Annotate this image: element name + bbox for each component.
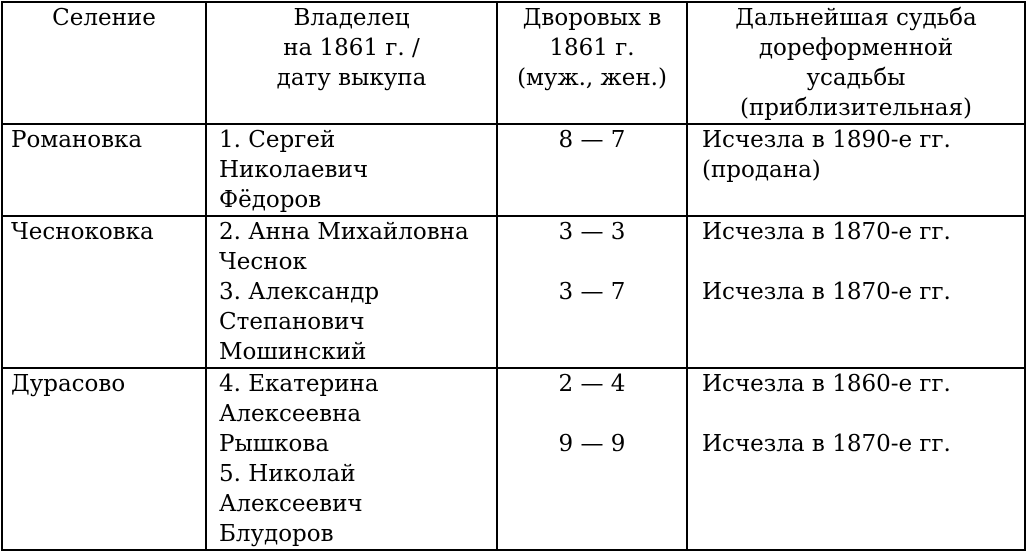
fate-line: Исчезла в 1860-е гг. — [702, 371, 951, 397]
owner-line: Фёдоров — [219, 187, 322, 213]
serfs-cell — [497, 216, 687, 368]
fate-line: Исчезла в 1870-е гг. — [702, 431, 951, 457]
owner-line: Мошинский — [219, 339, 367, 365]
owner-line: 4. Екатерина — [219, 371, 379, 397]
header-serfs-line: Дворовых в — [522, 5, 662, 31]
fate-cell — [687, 368, 1025, 550]
estates-table — [1, 1, 1026, 551]
serfs-cell — [497, 124, 687, 216]
header-fate-line: (приблизительная) — [739, 95, 972, 121]
header-row — [2, 2, 1025, 124]
serfs-count: 2 — 4 — [558, 371, 626, 397]
owner-line: 1. Сергей — [219, 127, 336, 153]
owner-line: Блудоров — [219, 521, 334, 547]
serfs-count: 8 — 7 — [558, 127, 626, 153]
serfs-cell — [497, 368, 687, 550]
owner-line: 3. Александр — [219, 279, 380, 305]
header-owner-line: Владелец — [293, 5, 410, 31]
serfs-count: 3 — 3 — [558, 219, 626, 245]
owner-cell — [206, 124, 497, 216]
fate-line: Исчезла в 1870-е гг. — [702, 219, 951, 245]
header-village: Селение — [2, 2, 206, 124]
village-cell: Дурасово — [2, 368, 206, 550]
owner-line: Рышкова — [219, 431, 330, 457]
owner-line: Степанович — [219, 309, 365, 335]
village-cell: Чесноковка — [2, 216, 206, 368]
header-fate-line: дореформенной — [758, 35, 954, 61]
owner-line: 2. Анна Михайловна — [219, 219, 469, 245]
owner-line: Алексеевич — [219, 491, 363, 517]
fate-cell — [687, 124, 1025, 216]
header-fate-line: Дальнейшая судьба — [735, 5, 977, 31]
header-serfs-line: (муж., жен.) — [517, 65, 667, 91]
fate-line: Исчезла в 1870-е гг. — [702, 279, 951, 305]
owner-line: Николаевич — [219, 157, 369, 183]
table-row — [2, 124, 1025, 216]
header-owner-line: на 1861 г. / — [283, 35, 420, 61]
header-owner — [206, 2, 497, 124]
header-serfs-line: 1861 г. — [549, 35, 635, 61]
header-fate — [687, 2, 1025, 124]
serfs-count: 3 — 7 — [558, 279, 626, 305]
table-row — [2, 368, 1025, 550]
fate-cell — [687, 216, 1025, 368]
owner-line: 5. Николай — [219, 461, 356, 487]
header-serfs — [497, 2, 687, 124]
owner-cell — [206, 216, 497, 368]
table-row — [2, 216, 1025, 368]
header-fate-line: усадьбы — [806, 65, 906, 91]
fate-line: Исчезла в 1890-е гг. — [702, 127, 951, 153]
owner-line: Алексеевна — [219, 401, 362, 427]
village-cell: Романовка — [2, 124, 206, 216]
owner-cell — [206, 368, 497, 550]
header-owner-line: дату выкупа — [276, 65, 427, 91]
owner-line: Чеснок — [219, 249, 307, 275]
fate-line: (продана) — [702, 157, 821, 183]
serfs-count: 9 — 9 — [558, 431, 626, 457]
